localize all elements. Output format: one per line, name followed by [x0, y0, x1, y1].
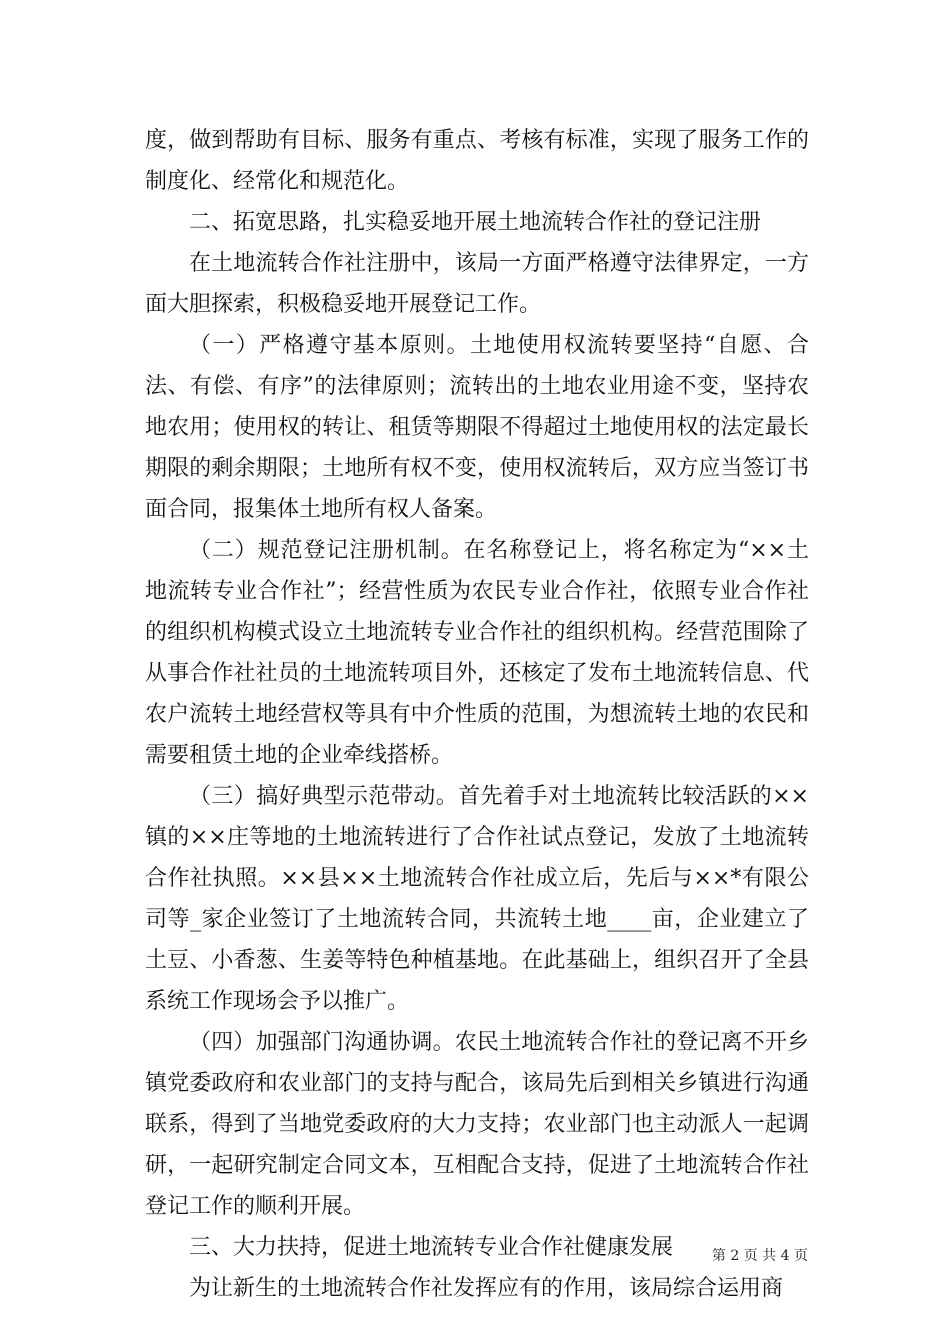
paragraph-item-1: （一）严格遵守基本原则。土地使用权流转要坚持“自愿、合法、有偿、有序”的法律原则；流转出的土地农业用途不变，坚持农地农用；使用权的转让、租赁等期限不得超过土地使用权的法定最长期限的剩余期限；土地所有权不变，使用权流转后，双方应当签订书面合同，报集体土地所有权人备案。 [145, 333, 809, 522]
page-number: 第 2 页 共 4 页 [711, 1248, 808, 1264]
section-heading-2: 二、拓宽思路，扎实稳妥地开展土地流转合作社的登记注册 [189, 210, 762, 235]
paragraph-item-2: （二）规范登记注册机制。在名称登记上，将名称定为“××土地流转专业合作社”；经营性质为农民专业合作社，依照专业合作社的组织机构模式设立土地流转专业合作社的组织机构。经营范围除了从事合作社社员的土地流转项目外，还核定了发布土地流转信息、代农户流转土地经营权等具有中介性质的范围，为想流转土地的农民和需要租赁土地的企业牵线搭桥。 [145, 538, 809, 768]
paragraph-last: 为让新生的土地流转合作社发挥应有的作用，该局综合运用商 [189, 1276, 784, 1301]
document-body [145, 120, 809, 1309]
paragraph-continued: 度，做到帮助有目标、服务有重点、考核有标准，实现了服务工作的制度化、经常化和规范化。 [145, 128, 809, 194]
section-heading-3: 三、大力扶持，促进土地流转专业合作社健康发展 [189, 1235, 674, 1260]
paragraph-intro: 在土地流转合作社注册中，该局一方面严格遵守法律界定，一方面大胆探索，积极稳妥地开展登记工作。 [145, 251, 809, 317]
paragraph-item-3: （三）搞好典型示范带动。首先着手对土地流转比较活跃的××镇的××庄等地的土地流转进行了合作社试点登记，发放了土地流转合作社执照。××县××土地流转合作社成立后，先后与××*有限公司等_家企业签订了土地流转合同，共流转土地____亩，企业建立了土豆、小香葱、生姜等特色种植基地。在此基础上，组织召开了全县系统工作现场会予以推广。 [145, 784, 809, 1014]
paragraph-item-4: （四）加强部门沟通协调。农民土地流转合作社的登记离不开乡镇党委政府和农业部门的支持与配合，该局先后到相关乡镇进行沟通联系，得到了当地党委政府的大力支持；农业部门也主动派人一起调研，一起研究制定合同文本，互相配合支持，促进了土地流转合作社登记工作的顺利开展。 [145, 1030, 809, 1219]
